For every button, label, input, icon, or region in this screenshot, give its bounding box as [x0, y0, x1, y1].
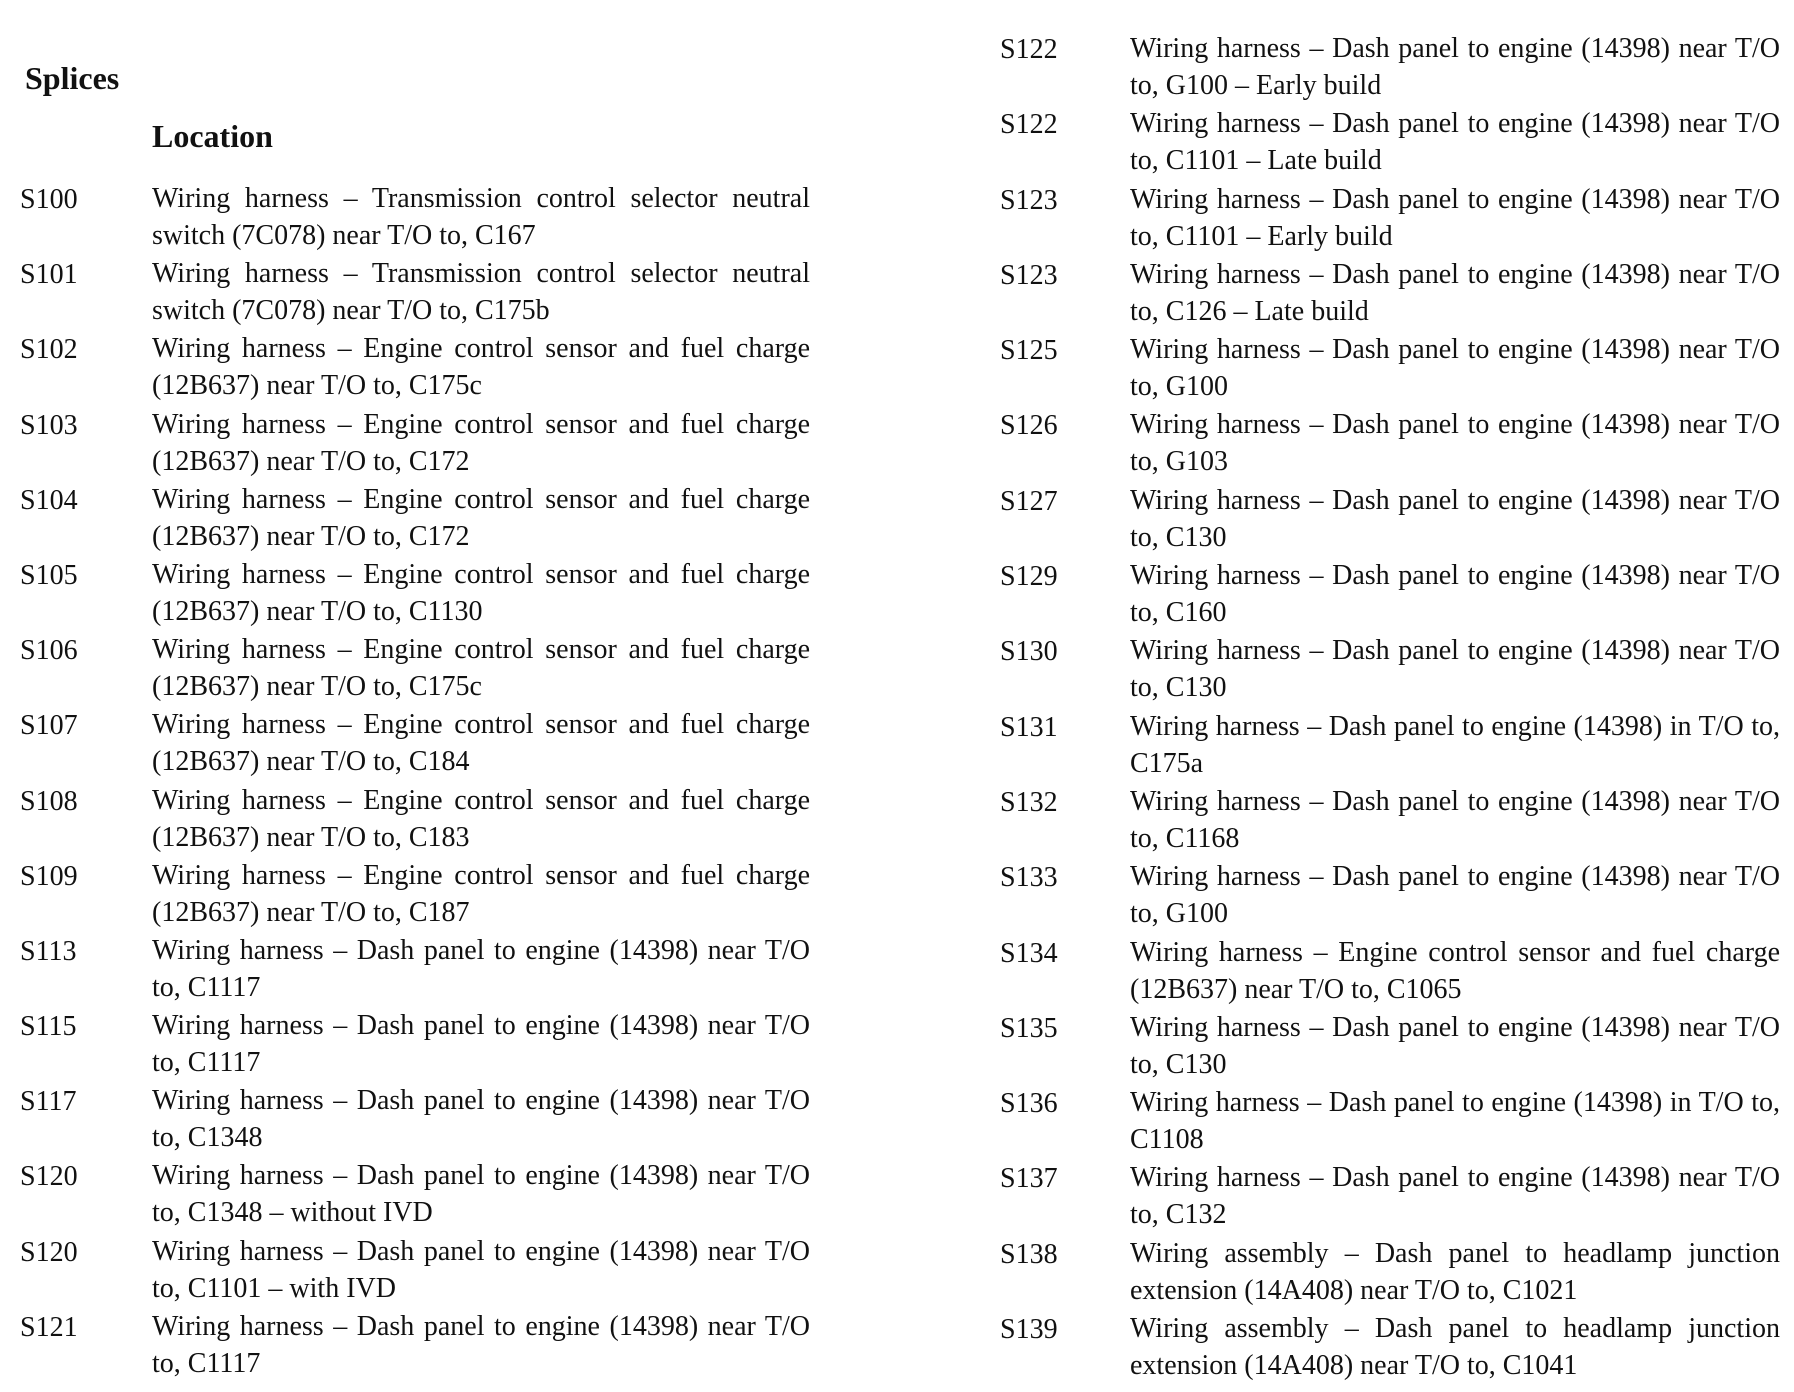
splice-location: Wiring harness – Engine control sensor and fuel charge (12B637) near T/O to, C187 [152, 859, 810, 928]
splice-entry [20, 1082, 810, 1157]
splice-code: S123 [1000, 184, 1058, 216]
splice-entry [20, 1233, 810, 1308]
splice-code: S125 [1000, 335, 1058, 367]
splice-code: S103 [20, 409, 78, 441]
splice-entry [20, 631, 810, 706]
splice-code: S133 [1000, 862, 1058, 894]
splice-location: Wiring assembly – Dash panel to headlamp junction extension (14A408) near T/O to, C1021 [1130, 1237, 1780, 1306]
splice-location: Wiring harness – Dash panel to engine (14398) near T/O to, C1117 [152, 1010, 810, 1079]
splice-code: S121 [20, 1311, 78, 1343]
splice-code: S132 [1000, 786, 1058, 818]
splice-entry [1000, 1159, 1780, 1234]
splice-code: S122 [1000, 109, 1058, 141]
splice-entry [1000, 783, 1780, 858]
splice-code: S120 [20, 1236, 78, 1268]
splice-entry [20, 1007, 810, 1082]
splice-code: S138 [1000, 1238, 1058, 1270]
splice-code: S129 [1000, 561, 1058, 593]
splice-location: Wiring harness – Dash panel to engine (14398) near T/O to, G100 [1130, 861, 1780, 930]
splice-code: S113 [20, 935, 77, 967]
splice-location: Wiring harness – Engine control sensor and fuel charge (12B637) near T/O to, C183 [152, 784, 810, 853]
splice-entry [1000, 181, 1780, 256]
splice-entry [20, 857, 810, 932]
splice-location: Wiring harness – Dash panel to engine (14398) near T/O to, C126 – Late build [1130, 258, 1780, 327]
splice-location: Wiring harness – Dash panel to engine (14398) near T/O to, C130 [1130, 1011, 1780, 1080]
splice-entry [1000, 934, 1780, 1009]
splice-location: Wiring harness – Dash panel to engine (14398) near T/O to, C130 [1130, 484, 1780, 553]
splice-location: Wiring harness – Engine control sensor and fuel charge (12B637) near T/O to, C1065 [1130, 936, 1780, 1005]
splice-entry [20, 255, 810, 330]
splice-location: Wiring harness – Dash panel to engine (14398) near T/O to, G100 [1130, 334, 1780, 403]
splice-code: S117 [20, 1086, 77, 1118]
splice-code: S115 [20, 1011, 77, 1043]
splice-code: S134 [1000, 937, 1058, 969]
splice-location: Wiring harness – Dash panel to engine (14398) near T/O to, G103 [1130, 409, 1780, 478]
splice-code: S137 [1000, 1163, 1058, 1195]
splice-entry [1000, 1009, 1780, 1084]
splice-location: Wiring harness – Transmission control selector neutral switch (7C078) near T/O to, C167 [152, 183, 810, 251]
splice-location: Wiring assembly – Dash panel to headlamp junction extension (14A408) near T/O to, C1041 [1130, 1313, 1780, 1382]
splice-location: Wiring harness – Engine control sensor and fuel charge (12B637) near T/O to, C172 [152, 408, 810, 477]
splice-entry [1000, 858, 1780, 933]
splice-entry [20, 1308, 810, 1383]
splice-entry [20, 1157, 810, 1232]
splice-code: S100 [20, 184, 78, 215]
splice-code: S123 [1000, 259, 1058, 291]
splice-entry [1000, 708, 1780, 783]
splice-location: Wiring harness – Dash panel to engine (14398) near T/O to, G100 – Early build [1130, 33, 1780, 101]
splice-entry [20, 932, 810, 1007]
splice-location: Wiring harness – Dash panel to engine (14398) in T/O to, C1108 [1130, 1087, 1780, 1156]
splice-location: Wiring harness – Engine control sensor and fuel charge (12B637) near T/O to, C1130 [152, 558, 810, 627]
splice-location: Wiring harness – Dash panel to engine (14398) in T/O to, C175a [1130, 710, 1780, 779]
splice-entry [20, 706, 810, 781]
splice-code: S122 [1000, 34, 1058, 65]
right-splice-list [1000, 30, 1780, 1385]
splice-location: Wiring harness – Dash panel to engine (14398) near T/O to, C160 [1130, 560, 1780, 629]
splice-code: S109 [20, 860, 78, 892]
splice-entry [20, 556, 810, 631]
splice-location: Wiring harness – Dash panel to engine (14398) near T/O to, C132 [1130, 1162, 1780, 1231]
splice-location: Wiring harness – Dash panel to engine (14398) near T/O to, C1117 [152, 934, 810, 1003]
splice-location: Wiring harness – Dash panel to engine (14398) near T/O to, C1101 – Late build [1130, 108, 1780, 177]
splice-location: Wiring harness – Dash panel to engine (14398) near T/O to, C1168 [1130, 785, 1780, 854]
splice-entry [1000, 331, 1780, 406]
splice-entry [1000, 557, 1780, 632]
splice-entry [20, 406, 810, 481]
splice-location: Wiring harness – Dash panel to engine (14398) near T/O to, C1117 [152, 1310, 810, 1379]
page-title: Splices [25, 60, 120, 96]
splice-code: S136 [1000, 1088, 1058, 1120]
splice-location: Wiring harness – Transmission control selector neutral switch (7C078) near T/O to, C175b [152, 258, 810, 327]
splice-code: S105 [20, 559, 78, 591]
splice-location: Wiring harness – Engine control sensor and fuel charge (12B637) near T/O to, C175c [152, 333, 810, 402]
splice-entry [20, 481, 810, 556]
splice-location: Wiring harness – Engine control sensor and fuel charge (12B637) near T/O to, C175c [152, 634, 810, 703]
left-splice-list [20, 180, 810, 1383]
splice-location: Wiring harness – Dash panel to engine (14398) near T/O to, C1101 – with IVD [152, 1235, 810, 1304]
splice-code: S131 [1000, 711, 1058, 743]
splice-entry [20, 782, 810, 857]
splice-entry [1000, 1084, 1780, 1159]
splice-entry [1000, 1310, 1780, 1385]
splice-code: S102 [20, 334, 78, 366]
splice-code: S120 [20, 1161, 78, 1193]
splice-code: S107 [20, 710, 78, 742]
splice-code: S139 [1000, 1314, 1058, 1346]
splice-entry [1000, 256, 1780, 331]
splice-code: S104 [20, 484, 78, 516]
splice-location: Wiring harness – Engine control sensor and fuel charge (12B637) near T/O to, C172 [152, 483, 810, 552]
splice-entry [1000, 1235, 1780, 1310]
splice-entry [1000, 30, 1780, 105]
splice-code: S108 [20, 785, 78, 817]
splice-entry [20, 330, 810, 405]
splice-location: Wiring harness – Dash panel to engine (14398) near T/O to, C130 [1130, 635, 1780, 704]
splice-entry [1000, 632, 1780, 707]
splice-entry [1000, 406, 1780, 481]
splice-code: S130 [1000, 636, 1058, 668]
splice-location: Wiring harness – Dash panel to engine (14398) near T/O to, C1101 – Early build [1130, 183, 1780, 252]
splice-entry [20, 180, 810, 255]
splice-location: Wiring harness – Dash panel to engine (14398) near T/O to, C1348 – without IVD [152, 1160, 810, 1229]
splice-code: S106 [20, 635, 78, 667]
splice-code: S126 [1000, 410, 1058, 442]
splice-code: S135 [1000, 1012, 1058, 1044]
splice-location: Wiring harness – Engine control sensor and fuel charge (12B637) near T/O to, C184 [152, 709, 810, 778]
splice-entry [1000, 482, 1780, 557]
splice-location: Wiring harness – Dash panel to engine (14398) near T/O to, C1348 [152, 1085, 810, 1154]
splice-code: S101 [20, 259, 78, 291]
location-column-header: Location [152, 118, 273, 154]
splice-entry [1000, 105, 1780, 180]
splice-code: S127 [1000, 485, 1058, 517]
